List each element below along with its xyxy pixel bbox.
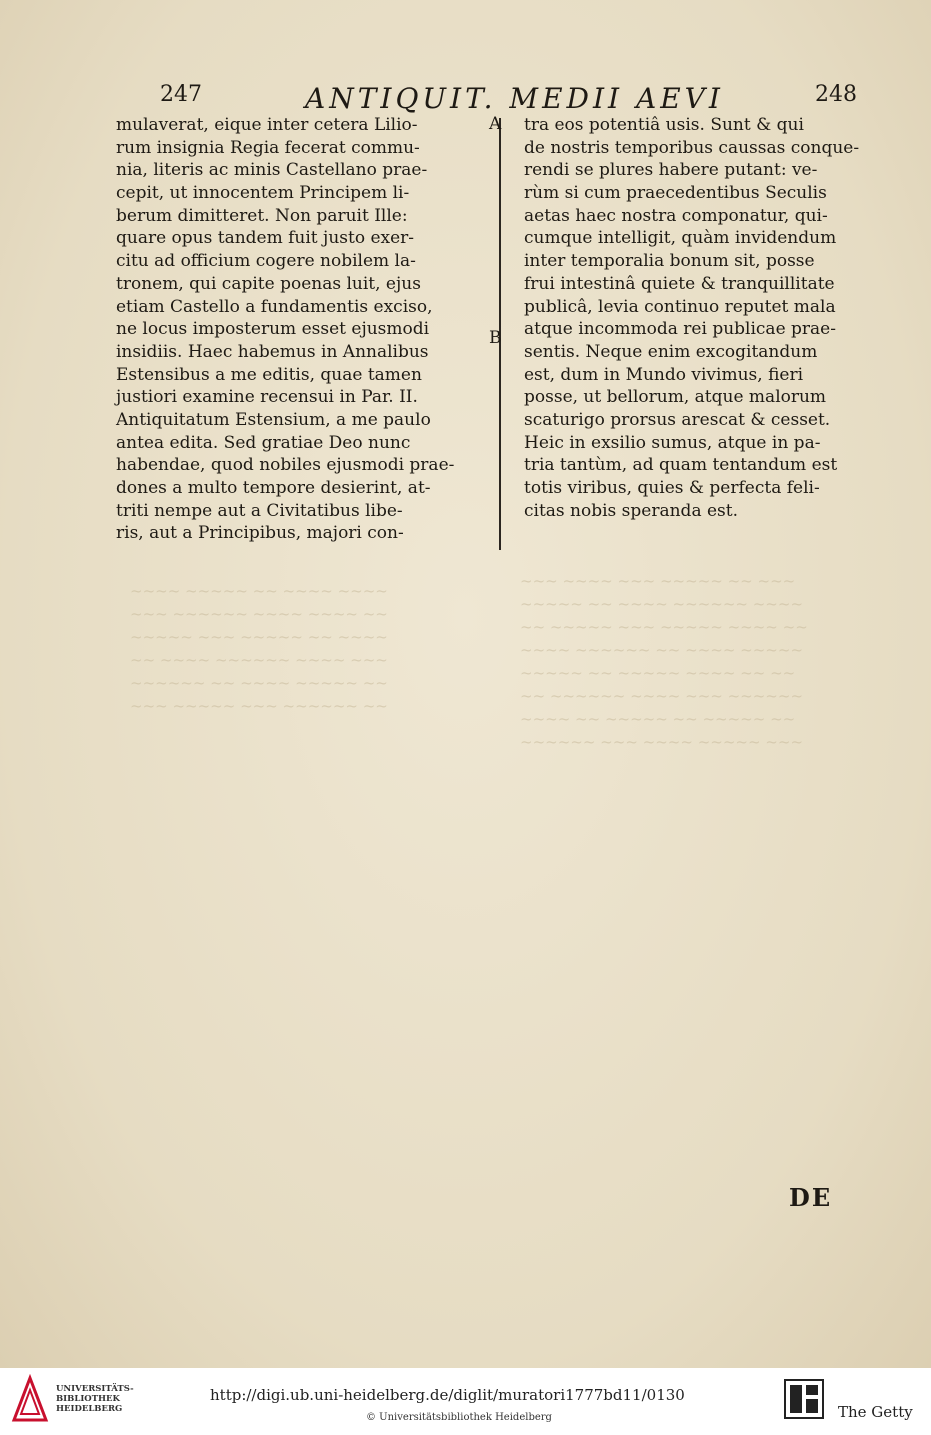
text-line: sentis. Neque enim excogitandum bbox=[524, 341, 818, 362]
text-line: est, dum in Mundo vivimus, fieri bbox=[524, 364, 804, 385]
text-line: publicâ, levia continuo reputet mala bbox=[524, 296, 836, 317]
text-line: justiori examine recensui in Par. II. bbox=[116, 387, 418, 408]
text-line: citu ad officium cogere nobilem la- bbox=[116, 251, 416, 272]
page-number-left: 247 bbox=[160, 82, 202, 107]
text-line: ris, aut a Principibus, majori con- bbox=[116, 523, 404, 544]
left-text-column bbox=[116, 114, 476, 545]
copyright-notice: © Universitätsbibliothek Heidelberg bbox=[366, 1412, 552, 1423]
heidelberg-library-logo-icon bbox=[10, 1374, 50, 1424]
text-line: tria tantùm, ad quam tentandum est bbox=[524, 455, 838, 476]
text-line: tra eos potentiâ usis. Sunt & qui bbox=[524, 115, 804, 135]
bleed-through-texture: ~~~ ~~~~ ~~~ ~~~~~ ~~ ~~~ ~~~~~ ~~ ~~~~ ~~~~~~ ~~~~ ~~ ~~~~~ ~~~ ~~~~~ ~~~~ ~~ ~~~~ ~~~~~~ ~~ ~~~~ ~~~~~ ~~~~~ ~~ ~~~~~ ~~~~ ~~ ~~ ~~ ~~~~~~ ~~~~ ~~~ ~~~~~~ ~~~~ ~~ ~~~~~ ~~ ~~~~~ ~~ ~~~~~~ ~~~ ~~~~ ~~~~~ ~~~ bbox=[520, 572, 808, 751]
text-line: habendae, quod nobiles ejusmodi prae- bbox=[116, 455, 455, 476]
text-line: triti nempe aut a Civitatibus libe- bbox=[116, 500, 403, 521]
text-line: atque incommoda rei publicae prae- bbox=[524, 319, 836, 340]
text-line: de nostris temporibus caussas conque- bbox=[524, 137, 860, 158]
institution-line: HEIDELBERG bbox=[56, 1404, 123, 1414]
text-line: rùm si cum praecedentibus Seculis bbox=[524, 183, 827, 204]
running-title: ANTIQUIT. MEDII AEVI bbox=[305, 82, 724, 115]
text-line: frui intestinâ quiete & tranquillitate bbox=[524, 273, 835, 294]
partner-name: The Getty bbox=[838, 1403, 913, 1421]
text-line: cepit, ut innocentem Principem li- bbox=[116, 183, 410, 204]
page-number-right: 248 bbox=[815, 82, 857, 107]
text-line: Antiquitatum Estensium, a me paulo bbox=[116, 409, 431, 430]
text-line: Estensibus a me editis, quae tamen bbox=[116, 364, 422, 385]
catchword: DE bbox=[789, 1183, 833, 1212]
margin-letter-a: A bbox=[489, 114, 502, 134]
text-line: rum insignia Regia fecerat commu- bbox=[116, 137, 420, 158]
text-line: etiam Castello a fundamentis exciso, bbox=[116, 296, 433, 317]
text-line: insidiis. Haec habemus in Annalibus bbox=[116, 341, 429, 362]
permalink-url[interactable]: http://digi.ub.uni-heidelberg.de/diglit/muratori1777bd11/0130 bbox=[210, 1386, 685, 1404]
text-line: tronem, qui capite poenas luit, ejus bbox=[116, 273, 421, 294]
text-line: ne locus imposterum esset ejusmodi bbox=[116, 319, 430, 340]
text-line: cumque intelligit, quàm invidendum bbox=[524, 228, 837, 249]
text-line: citas nobis speranda est. bbox=[524, 500, 739, 521]
right-text-column bbox=[524, 114, 876, 522]
text-line: dones a multo tempore desierint, at- bbox=[116, 478, 431, 498]
text-line: quare opus tandem fuit justo exer- bbox=[116, 228, 415, 249]
text-line: aetas haec nostra componatur, qui- bbox=[524, 205, 828, 226]
text-line: antea edita. Sed gratiae Deo nunc bbox=[116, 432, 411, 453]
running-head bbox=[160, 82, 860, 118]
text-line: nia, literis ac minis Castellano prae- bbox=[116, 160, 428, 181]
text-line: totis viribus, quies & perfecta feli- bbox=[524, 478, 820, 498]
text-line: Heic in exsilio sumus, atque in pa- bbox=[524, 432, 821, 453]
text-line: berum dimitteret. Non paruit Ille: bbox=[116, 205, 408, 226]
bleed-through-texture-left: ~~~~ ~~~~~ ~~ ~~~~ ~~~~ ~~~ ~~~~~~ ~~~~ ~~~~ ~~ ~~~~~ ~~~ ~~~~~ ~~ ~~~~ ~~ ~~~~ ~~~~~~ ~~~~ ~~~ ~~~~~~ ~~ ~~~~ ~~~~~ ~~ ~~~ ~~~~~ ~~~ ~~~~~~ ~~ bbox=[130, 582, 388, 715]
text-line: posse, ut bellorum, atque malorum bbox=[524, 387, 827, 408]
margin-letter-b: B bbox=[489, 328, 502, 348]
text-line: inter temporalia bonum sit, posse bbox=[524, 251, 815, 272]
institution-name bbox=[56, 1384, 134, 1414]
text-line: mulaverat, eique inter cetera Lilio- bbox=[116, 115, 418, 135]
text-line: scaturigo prorsus arescat & cesset. bbox=[524, 409, 831, 430]
institution-line: BIBLIOTHEK bbox=[56, 1394, 120, 1404]
text-line: rendi se plures habere putant: ve- bbox=[524, 160, 818, 181]
institution-line: UNIVERSITÄTS- bbox=[56, 1384, 134, 1394]
getty-logo-icon bbox=[784, 1379, 824, 1419]
